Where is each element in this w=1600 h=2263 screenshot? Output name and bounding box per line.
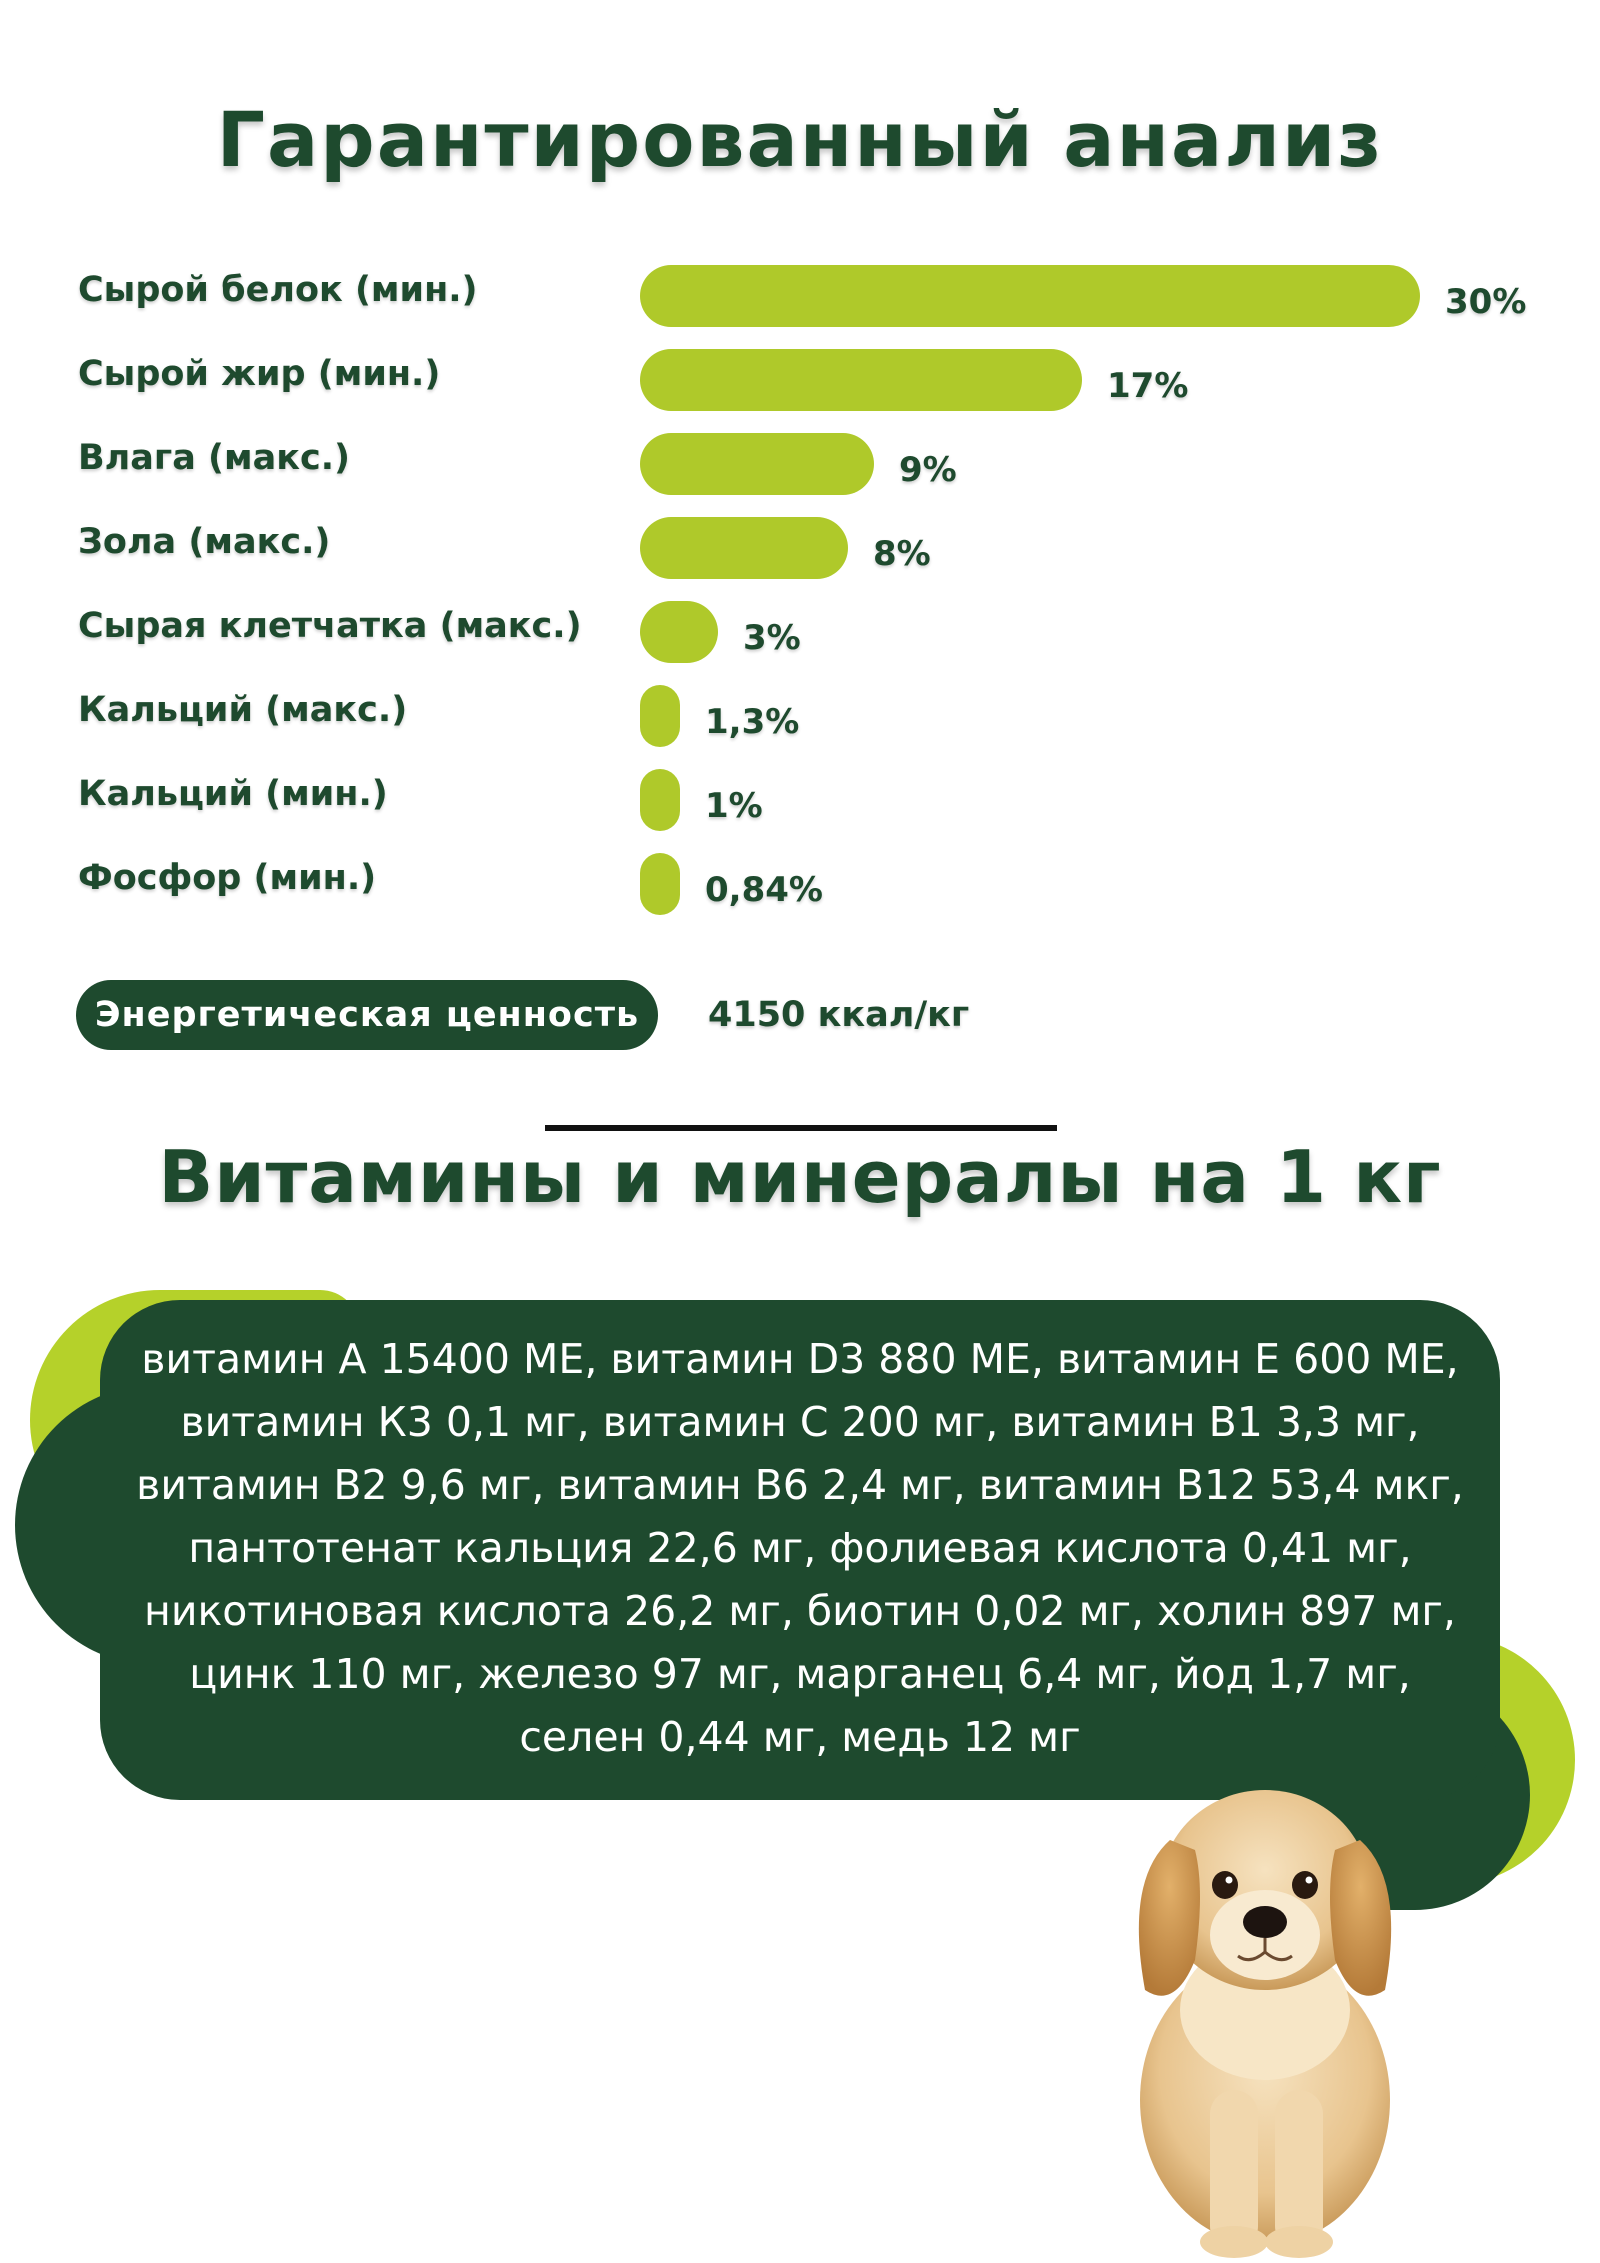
bar	[640, 601, 718, 663]
bar-label: Зола (макс.)	[78, 522, 331, 562]
bar	[640, 853, 680, 915]
energy-value: 4150 ккал/кг	[708, 995, 970, 1035]
bar-row	[0, 265, 1600, 327]
bar	[640, 265, 1420, 327]
vitamins-text: витамин А 15400 МЕ, витамин D3 880 МЕ, витамин Е 600 МЕ, витамин К3 0,1 мг, витамин С 200 мг, витамин В1 3,3 мг, витамин В2 9,6 мг, витамин В6 2,4 мг, витамин В12 53,4 мкг, пантотенат кальция 22,6 мг, фолиевая кислота 0,41 мг, никотиновая кислота 26,2 мг, биотин 0,02 мг, холин 897 мг, цинк 110 мг, железо 97 мг, марганец 6,4 мг, йод 1,7 мг, селен 0,44 мг, медь 12 мг	[136, 1335, 1464, 1761]
bar	[640, 769, 680, 831]
bar-label: Сырой белок (мин.)	[78, 270, 478, 310]
vitamins-panel	[100, 1300, 1500, 1800]
bar-value-label: 1%	[705, 786, 763, 826]
bar-value-label: 8%	[873, 534, 931, 574]
bar-value-label: 1,3%	[705, 702, 800, 742]
bar-value-label: 9%	[899, 450, 957, 490]
page-title: Гарантированный анализ	[216, 95, 1384, 184]
bar-row	[0, 517, 1600, 579]
energy-label-pill: Энергетическая ценность	[76, 980, 658, 1050]
bar-label: Кальций (макс.)	[78, 690, 408, 730]
bar	[640, 433, 874, 495]
puppy-image	[1100, 1760, 1430, 2260]
bar-row	[0, 433, 1600, 495]
bar-value-label: 0,84%	[705, 870, 823, 910]
bar-row	[0, 685, 1600, 747]
bar	[640, 349, 1082, 411]
bar-label: Сырой жир (мин.)	[78, 354, 441, 394]
bar-label: Влага (макс.)	[78, 438, 351, 478]
vitamins-title: Витамины и минералы на 1 кг	[158, 1135, 1442, 1219]
bar-label: Фосфор (мин.)	[78, 858, 377, 898]
bar-row	[0, 349, 1600, 411]
bar-value-label: 30%	[1445, 282, 1527, 322]
bar-label: Сырая клетчатка (макс.)	[78, 606, 582, 646]
bar-row	[0, 853, 1600, 915]
bar	[640, 517, 848, 579]
bar-value-label: 17%	[1107, 366, 1189, 406]
bar-label: Кальций (мин.)	[78, 774, 388, 814]
bar	[640, 685, 680, 747]
bar-value-label: 3%	[743, 618, 801, 658]
section-divider	[545, 1125, 1057, 1131]
bar-row	[0, 769, 1600, 831]
bar-row	[0, 601, 1600, 663]
